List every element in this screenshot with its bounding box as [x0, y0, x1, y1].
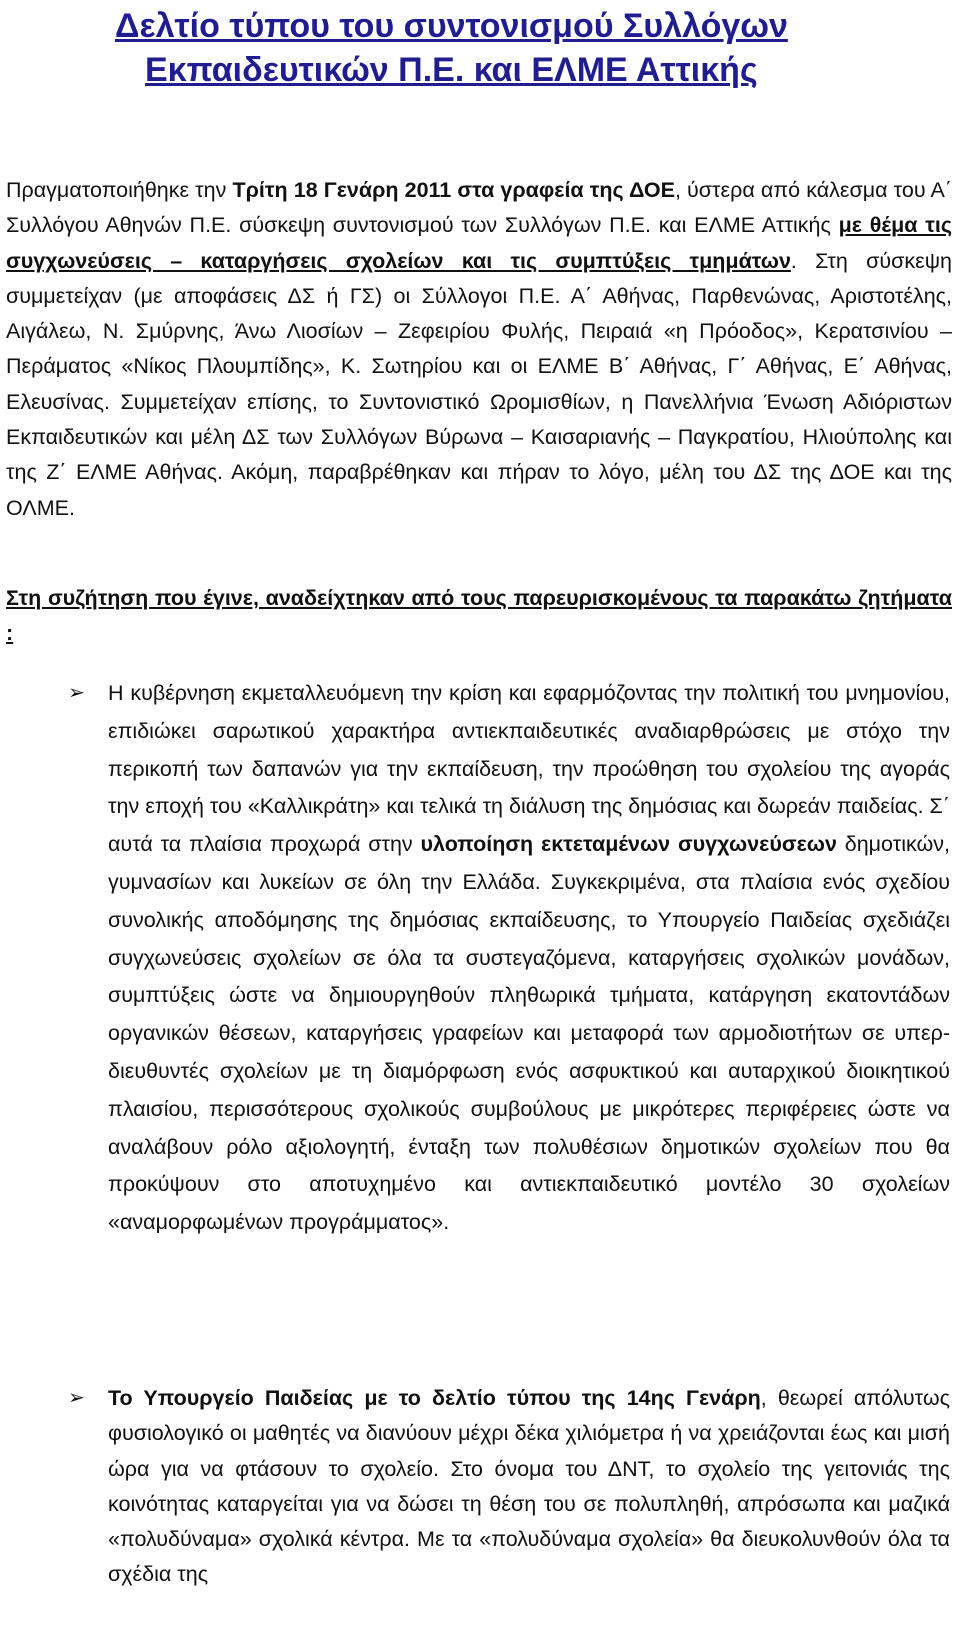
intro-text-2: , ύστερα από κάλεσμα του Α΄ Συλλόγου Αθηνών Π.Ε. σύσκεψη συντονισμού των Συλλόγων Π.Ε. και ΕΛΜΕ Αττικής — [6, 178, 953, 238]
bullet-arrow-icon: ➢ — [68, 1387, 85, 1409]
bullet-1-bold: υλοποίηση εκτεταμένων συγχωνεύσεων — [420, 832, 837, 857]
intro-paragraph — [6, 173, 952, 526]
intro-text-1: Πραγματοποιήθηκε την — [6, 178, 233, 202]
bullet-2-bold: Το Υπουργείο Παιδείας με το δελτίο τύπου της 14ης Γενάρη — [108, 1386, 761, 1410]
intro-bold-topic: με θέμα τις συγχωνεύσεις – καταργήσεις σχολείων και τις συμπτύξεις τμημάτων — [6, 213, 952, 273]
bullet-item-1 — [68, 675, 950, 1242]
bullet-arrow-icon: ➢ — [68, 682, 85, 704]
bullet-item-2 — [68, 1381, 950, 1593]
bullet-2-text — [108, 1381, 950, 1593]
section-heading: Στη συζήτηση που έγινε, αναδείχτηκαν από τους παρευρισκομένους τα παρακάτω ζητήματα : — [6, 586, 952, 646]
bullet-2-text-a: , θεωρεί απόλυτως φυσιολογικό οι μαθητές να διανύουν μέχρι δέκα χιλιόμετρα ή να χρειάζονται έως και μισή ώρα για να φτάσουν το σχολείο. Στο όνομα του ΔΝΤ, το σχολείο της γειτονιάς της κοινότητας καταργείται για να δώσει τη θέση του σε πολυπληθή, απρόσωπα και μαζικά «πολυδύναμα» σχολικά κέντρα. Με τα «πολυδύναμα σχολεία» θα διευκολυνθούν όλα τα σχέδια της — [108, 1386, 951, 1587]
title-line-1: Δελτίο τύπου του συντονισμού Συλλόγων — [115, 7, 788, 45]
bullet-1-text-a: Η κυβέρνηση εκμεταλλευόμενη την κρίση και εφαρμόζοντας την πολιτική του μνημονίου, επιδιώκει σαρωτικού χαρακτήρα αντιεκπαιδευτικές αναδιαρθρώσεις με στόχο την περικοπή των δαπανών για την εκπαίδευση, την προώθηση του σχολείου της αγοράς την εποχή του «Καλλικράτη» και τελικά τη διάλυση της δημόσιας και δωρεάν παιδείας. Σ΄ αυτά τα πλαίσια προχωρά στην — [108, 681, 950, 857]
bullet-1-text-b: δημοτικών, γυμνασίων και λυκείων σε όλη την Ελλάδα. Συγκεκριμένα, στα πλαίσια ενός σχεδίου συνολικής αποδόμησης της δημόσιας εκπαίδευσης, το Υπουργείο Παιδείας σχεδιάζει συγχωνεύσεις σχολείων σε όλα τα συστεγαζόμενα, καταργήσεις σχολικών μονάδων, συμπτύξεις ώστε να δημιουργηθούν πληθωρικά τμήματα, κατάργηση εκατοντάδων οργανικών θέσεων, καταργήσεις γραφείων και μεταφορά των αρμοδιοτήτων σε υπερ-διευθυντές σχολείων με τη διαμόρφωση ενός ασφυκτικού και αυταρχικού διοικητικού πλαισίου, περισσότερους σχολικούς συμβούλους με μικρότερες περιφέρειες ώστε να αναλάβουν ρόλο αξιολογητή, ένταξη των πολυθέσιων δημοτικών σχολείων που θα προκύψουν στο αποτυχημένο και αντιεκπαιδευτικό μοντέλο 30 σχολείων «αναμορφωμένων προγράμματος». — [108, 832, 950, 1235]
intro-text-3: . Στη σύσκεψη συμμετείχαν (με αποφάσεις ΔΣ ή ΓΣ) οι Σύλλογοι Π.Ε. Α΄ Αθήνας, Παρθενώνας, Αριστοτέλης, Αιγάλεω, Ν. Σμύρνης, Άνω Λιοσίων – Ζεφειρίου Φυλής, Πειραιά «η Πρόοδος», Κερατσινίου – Περάματος «Νίκος Πλουμπίδης», Κ. Σωτηρίου και οι ΕΛΜΕ Β΄ Αθήνας, Γ΄ Αθήνας, Ε΄ Αθήνας, Ελευσίνας. Συμμετείχαν επίσης, το Συντονιστικό Ωρομισθίων, η Πανελλήνια Ένωση Αδιόριστων Εκπαιδευτικών και μέλη ΔΣ των Συλλόγων Βύρωνα – Καισαριανής – Παγκρατίου, Ηλιούπολης και της Ζ΄ ΕΛΜΕ Αθήνας. Ακόμη, παραβρέθηκαν και πήραν το λόγο, μέλη του ΔΣ της ΔΟΕ και της ΟΛΜΕ. — [6, 248, 952, 520]
title-line-2: Εκπαιδευτικών Π.Ε. και ΕΛΜΕ Αττικής — [145, 51, 758, 89]
document-title — [115, 4, 875, 92]
intro-bold-date: Τρίτη 18 Γενάρη 2011 στα γραφεία της ΔΟΕ — [232, 178, 675, 202]
bullet-1-text — [108, 675, 950, 1242]
